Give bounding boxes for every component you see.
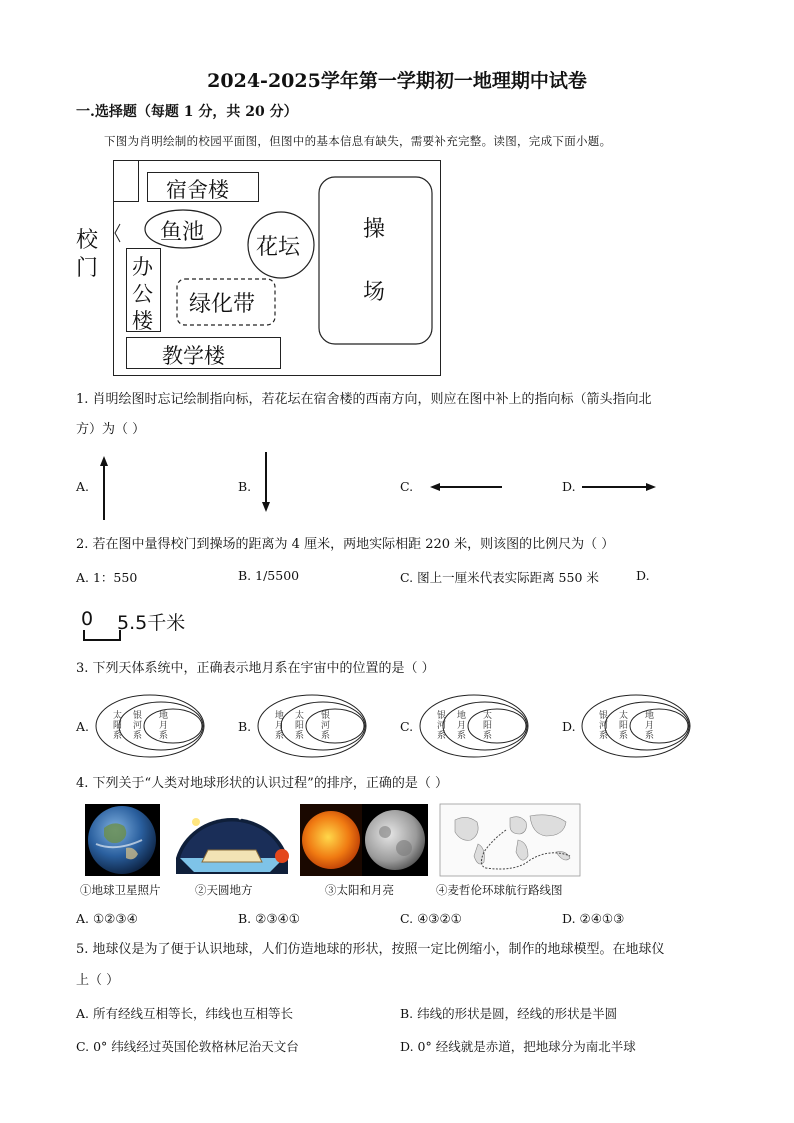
field-label-2: 场 <box>363 280 386 305</box>
heaven-earth-icon <box>176 813 289 875</box>
q4-option-c: C. ④③②① <box>400 911 462 926</box>
field-shape <box>319 177 432 344</box>
arrow-down-icon <box>262 452 270 512</box>
green-label: 绿化带 <box>189 292 256 317</box>
q3-diagram-label: 太阳系 <box>619 711 629 741</box>
q1-option-a-label: A. <box>76 479 90 494</box>
q4-option-a: A. ①②③④ <box>76 911 138 926</box>
q5-option-a: A. 所有经线互相等长，纬线也互相等长 <box>76 1006 293 1021</box>
q4-caption-4: ④麦哲伦环球航行路线图 <box>436 883 563 897</box>
q3-diagram-label: 银河系 <box>321 711 331 741</box>
q3-diagram-label: 地月系 <box>275 711 285 741</box>
q3-option-d-label: D. <box>562 719 576 734</box>
q3-diagram-label: 银河系 <box>599 711 609 741</box>
teach-label: 教学楼 <box>162 344 225 368</box>
q1-option-d-label: D. <box>562 479 576 494</box>
q3-diagram-label: 银河系 <box>437 711 447 741</box>
q3-text: 3. 下列天体系统中，正确表示地月系在宇宙中的位置的是（ ） <box>76 661 435 676</box>
q3-diagram-label: 太阳系 <box>113 711 123 741</box>
q2-option-a: A. 1：550 <box>76 570 138 585</box>
q3-diagram-label: 太阳系 <box>483 711 493 741</box>
q5-text-line1: 5. 地球仪是为了便于认识地球，人们仿造地球的形状，按照一定比例缩小，制作的地球模型。在地球仪 <box>76 942 665 957</box>
gate-mark <box>115 224 120 242</box>
gate-label-2: 门 <box>76 256 99 281</box>
q1-arrows <box>0 440 794 530</box>
q5-option-d: D. 0° 经线就是赤道，把地球分为南北半球 <box>400 1039 636 1054</box>
sun-icon <box>300 804 362 876</box>
q1-option-b-label: B. <box>238 479 252 494</box>
q3-diagram-label: 银河系 <box>133 711 143 741</box>
exam-title: 2024-2025学年第一学期初一地理期中试卷 <box>207 70 587 92</box>
q4-option-b: B. ②③④① <box>238 911 300 926</box>
q5-option-b: B. 纬线的形状是圆，经线的形状是半圆 <box>400 1006 618 1021</box>
gate-label-1: 校 <box>76 228 99 253</box>
q3-option-c-label: C. <box>400 719 414 734</box>
campus-map <box>76 160 446 380</box>
q3-diagram-label: 地月系 <box>159 711 169 741</box>
q3-option-a-label: A. <box>76 719 90 734</box>
q1-text-line2: 方）为（ ） <box>76 422 146 437</box>
q3-diagram-label: 太阳系 <box>295 711 305 741</box>
flower-label: 花坛 <box>256 235 301 260</box>
q2-text: 2. 若在图中量得校门到操场的距离为 4 厘米，两地实际相距 220 米，则该图的比例尺为（ ） <box>76 537 615 552</box>
q4-caption-2: ②天圆地方 <box>195 883 253 897</box>
moon-icon <box>362 804 428 876</box>
q1-text-line1: 1. 肖明绘图时忘记绘制指向标，若花坛在宿舍楼的西南方向，则应在图中补上的指向标（箭头指向北 <box>76 392 652 407</box>
dorm-label: 宿舍楼 <box>166 178 229 202</box>
office-label-1: 办 <box>132 255 153 279</box>
arrow-left-icon <box>430 483 502 491</box>
q2-option-b: B. 1/5500 <box>238 568 300 583</box>
q3-diagram-label: 地月系 <box>645 711 655 741</box>
q4-images <box>0 800 794 880</box>
q2-option-c: C. 图上一厘米代表实际距离 550 米 <box>400 570 599 585</box>
pond-label: 鱼池 <box>160 220 205 245</box>
q3-option-b-label: B. <box>238 719 252 734</box>
q2-option-d: D. <box>636 568 650 583</box>
scale-bar <box>80 628 130 644</box>
office-label-3: 楼 <box>132 309 153 333</box>
q3-diagram-label: 地月系 <box>457 711 467 741</box>
intro-text: 下图为肖明绘制的校园平面图，但图中的基本信息有缺失，需要补充完整。读图，完成下面小题。 <box>104 134 612 148</box>
q4-caption-3: ③太阳和月亮 <box>325 883 394 897</box>
arrow-up-icon <box>100 456 108 520</box>
q5-option-c: C. 0° 纬线经过英国伦敦格林尼治天文台 <box>76 1039 299 1054</box>
arrow-right-icon <box>582 483 656 491</box>
q4-option-d: D. ②④①③ <box>562 911 625 926</box>
earth-photo-icon <box>85 804 160 876</box>
section-heading: 一.选择题（每题 1 分，共 20 分） <box>76 104 298 120</box>
field-label-1: 操 <box>363 217 386 242</box>
scale-value: 5.5千米 <box>117 612 186 634</box>
q1-option-c-label: C. <box>400 479 414 494</box>
q5-text-line2: 上（ ） <box>76 973 120 988</box>
q4-caption-1: ①地球卫星照片 <box>80 883 161 897</box>
scale-zero: 0 <box>81 608 94 630</box>
q4-text: 4. 下列关于“人类对地球形状的认识过程”的排序，正确的是（ ） <box>76 776 448 791</box>
voyage-map-icon <box>440 804 580 876</box>
office-label-2: 公 <box>132 282 153 306</box>
